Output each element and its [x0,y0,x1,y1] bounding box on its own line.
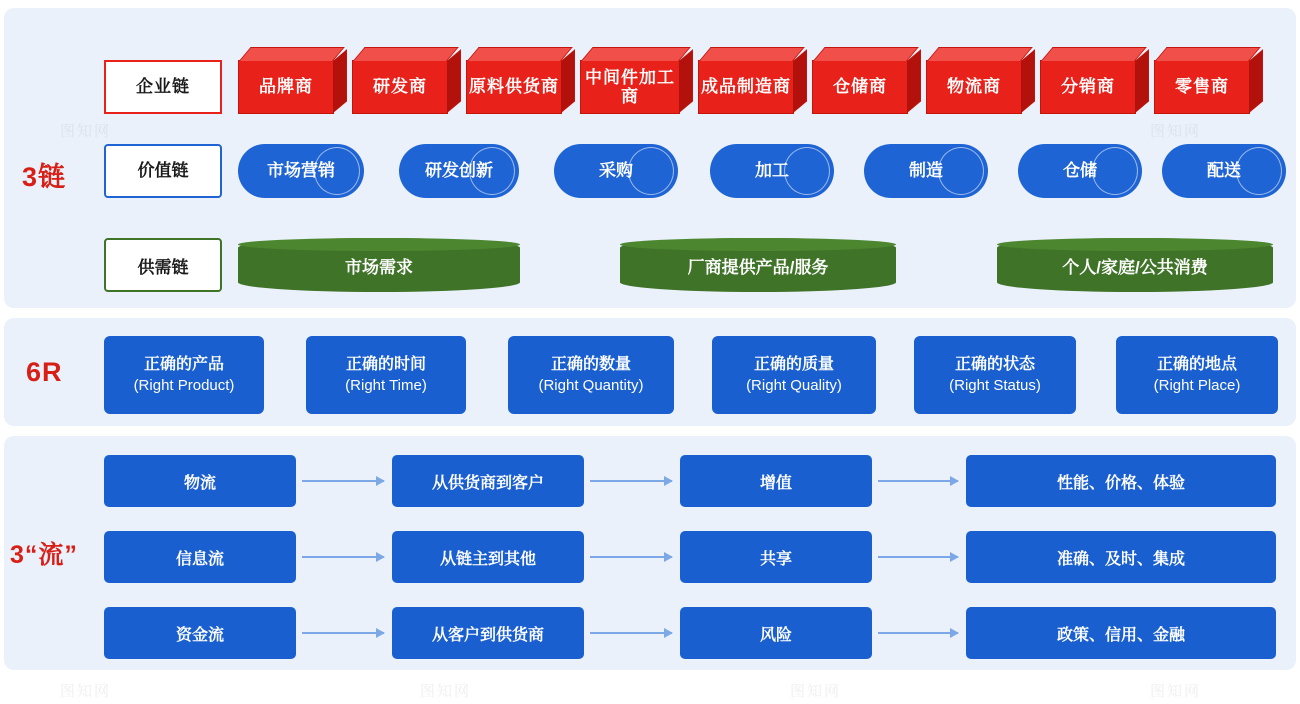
six-r-card-time-en: (Right Time) [345,376,427,394]
value-node-delivery[interactable]: 配送 [1162,144,1286,198]
supply-node-vendor-supply[interactable] [620,238,896,292]
flow-row1-arrow-2 [590,480,672,482]
supply-node-market-demand-label: 市场需求 [345,257,413,277]
six-r-card-time-cn: 正确的时间 [345,356,426,374]
flow-row3-arrow-2 [590,632,672,634]
six-r-card-product[interactable] [104,336,264,414]
six-r-card-quantity[interactable] [508,336,674,414]
flow-row1-arrow-1 [302,480,384,482]
enterprise-node-brand[interactable]: 品牌商 [238,60,334,114]
six-r-card-place-cn: 正确的地点 [1156,356,1237,374]
flow-row2-arrow-3 [878,556,958,558]
six-r-card-status-cn: 正确的状态 [954,356,1035,374]
six-r-card-quality[interactable] [712,336,876,414]
six-r-card-quality-en: (Right Quality) [746,376,842,394]
supply-node-market-demand[interactable] [238,238,520,292]
six-r-card-time[interactable] [306,336,466,414]
flow-row1-direction[interactable]: 从供货商到客户 [392,455,584,507]
supply-node-vendor-supply-label: 厂商提供产品/服务 [687,257,829,277]
group-label-three-flow: 3“流” [10,541,78,569]
value-chain-title: 价值链 [104,144,222,198]
supply-node-consumption[interactable] [997,238,1273,292]
enterprise-node-storage[interactable]: 仓储商 [812,60,908,114]
flow-row2-effect[interactable]: 共享 [680,531,872,583]
value-node-processing[interactable]: 加工 [710,144,834,198]
watermark: 图知网 [790,683,842,700]
six-r-card-status-en: (Right Status) [949,376,1041,394]
value-node-rnd[interactable]: 研发创新 [399,144,519,198]
enterprise-node-rnd[interactable]: 研发商 [352,60,448,114]
six-r-card-product-cn: 正确的产品 [143,356,224,374]
enterprise-node-midparts[interactable]: 中间件加工商 [580,60,680,114]
six-r-card-status[interactable] [914,336,1076,414]
six-r-card-quality-cn: 正确的质量 [753,356,834,374]
flow-row2-attributes[interactable]: 准确、及时、集成 [966,531,1276,583]
six-r-card-product-en: (Right Product) [133,376,235,394]
watermark: 图知网 [60,683,112,700]
six-r-card-place[interactable] [1116,336,1278,414]
enterprise-node-finished[interactable]: 成品制造商 [698,60,794,114]
value-node-warehouse[interactable]: 仓储 [1018,144,1142,198]
watermark: 图知网 [420,683,472,700]
six-r-card-quantity-cn: 正确的数量 [550,356,631,374]
flow-row3-effect[interactable]: 风险 [680,607,872,659]
flow-row1-effect[interactable]: 增值 [680,455,872,507]
flow-row2-direction[interactable]: 从链主到其他 [392,531,584,583]
watermark: 图知网 [1150,683,1202,700]
flow-row1-arrow-3 [878,480,958,482]
enterprise-node-material[interactable]: 原料供货商 [466,60,562,114]
supply-node-consumption-label: 个人/家庭/公共消费 [1062,257,1208,277]
flow-row3-attributes[interactable]: 政策、信用、金融 [966,607,1276,659]
flow-row1-name[interactable]: 物流 [104,455,296,507]
group-label-six-r: 6R [26,357,63,387]
flow-row3-arrow-1 [302,632,384,634]
value-node-manufacture[interactable]: 制造 [864,144,988,198]
enterprise-node-distributor[interactable]: 分销商 [1040,60,1136,114]
value-node-marketing[interactable]: 市场营销 [238,144,364,198]
group-label-three-chain: 3链 [22,162,67,192]
enterprise-node-logistics[interactable]: 物流商 [926,60,1022,114]
supply-demand-title: 供需链 [104,238,222,292]
flow-row1-attributes[interactable]: 性能、价格、体验 [966,455,1276,507]
flow-row3-direction[interactable]: 从客户到供货商 [392,607,584,659]
enterprise-node-retailer[interactable]: 零售商 [1154,60,1250,114]
flow-row2-arrow-1 [302,556,384,558]
six-r-card-place-en: (Right Place) [1153,376,1241,394]
flow-row3-name[interactable]: 资金流 [104,607,296,659]
enterprise-chain-title: 企业链 [104,60,222,114]
six-r-card-quantity-en: (Right Quantity) [538,376,644,394]
flow-row2-arrow-2 [590,556,672,558]
flow-row2-name[interactable]: 信息流 [104,531,296,583]
value-node-purchase[interactable]: 采购 [554,144,678,198]
flow-row3-arrow-3 [878,632,958,634]
